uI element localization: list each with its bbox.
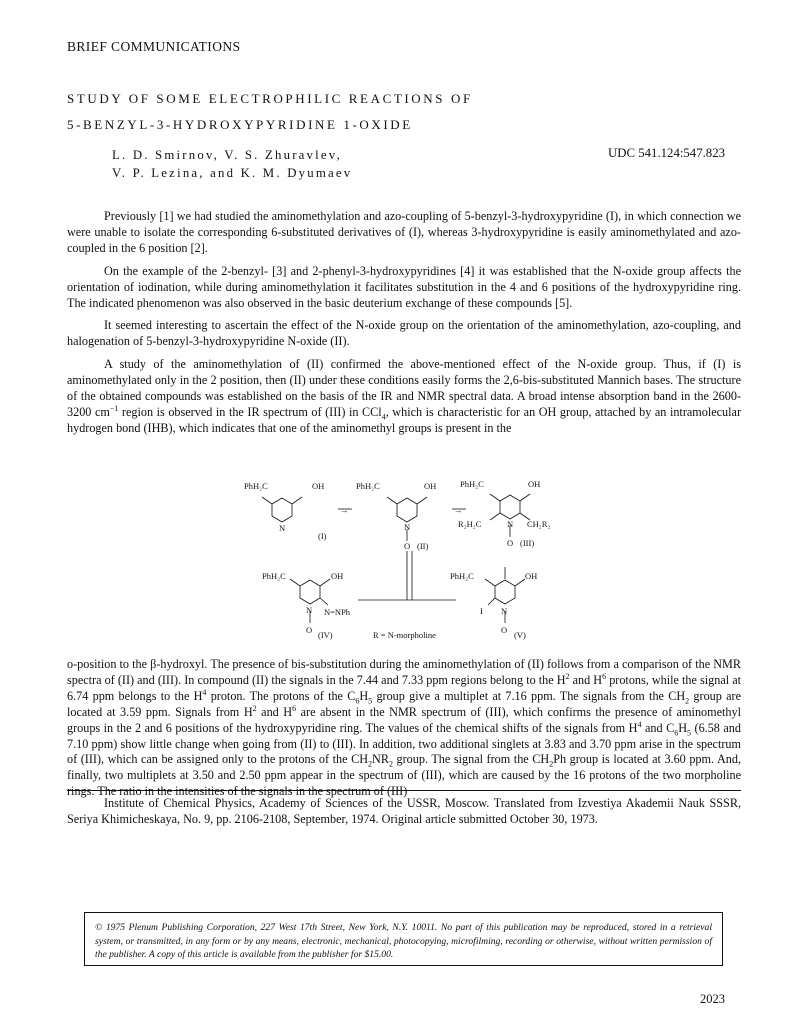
footnote-rule [67, 790, 741, 791]
scheme-IV-nnph: N=NPh [324, 607, 351, 617]
authors-line-1: L. D. Smirnov, V. S. Zhuravlev, [112, 148, 342, 162]
scheme-III-n: N [507, 519, 514, 529]
scheme-III-oh: OH [528, 479, 541, 489]
paragraph-2: On the example of the 2-benzyl- [3] and 2-phenyl-3-hydroxypyridines [4] it was established that the N-oxide group affects the orientation of iodination, while during aminomethylation it facilitates substitution in the 4 and 6 positions of the hydroxypyridine ring. The indicated phenomenon was also observed in the basic deuterium exchange of these compounds [5]. [67, 263, 741, 310]
paragraph-5: o-position to the β-hydroxyl. The presence of bis-substitution during the aminomethylation of (II) follows from a comparison of the NMR spectra of (II) and (III). In compound (II) the signals in the 7.44 and 7.33 ppm regions belong to the $H^2$ and $H^6$ protons, while the signal at 6.74 ppm belongs to the $H^4$ proton. The protons of the $C_6H_5$ group give a multiplet at 7.16 ppm. The signals from the $CH_2$ group are located at 3.59 ppm. Signals from $H^2$ and $H^6$ are absent in the NMR spectrum of (III), which confirms the presence of aminomethyl groups in the 2 and 6 positions of the hydroxypyridine ring. The values of the chemical shifts of the signals from $H^4$ and $C_6H_5$ (6.58 and 7.10 ppm) show little change when going from (II) to (III). In addition, two additional singlets at 3.83 and 3.70 ppm arise in the spectrum of (III), which can be assigned only to the protons of the $CH_2NR_2$ group. The signal from the $CH_2Ph$ group is located at 3.60 ppm. And, finally, two multiplets at 3.50 and 2.50 ppm appear in the spectrum of (III), which are caused by the 16 protons of the two morpholine rings. The ratio in the intensities of the signals in the spectrum of (III) [67, 657, 742, 799]
scheme-V-o: O [501, 625, 508, 635]
copyright-notice [84, 912, 723, 966]
scheme-arrow-2: → [454, 505, 463, 515]
scheme-II-oh: OH [424, 481, 437, 491]
authors-line-2: V. P. Lezina, and K. M. Dyumaev [112, 166, 353, 180]
scheme-III-r2h2c: R₂H₂C [458, 519, 482, 529]
udc-code: UDC 541.124:547.823 [608, 146, 725, 160]
scheme-IV-n: N [306, 605, 313, 615]
scheme-I-phh2c: PhH₂C [244, 481, 268, 491]
section-heading: BRIEF COMMUNICATIONS [67, 39, 241, 54]
paragraph-4: A study of the aminomethylation of (II) confirmed the above-mentioned effect of the N-oxide group. Thus, if (I) is aminomethylated only in the 2 position, then (II) under these conditions easily forms the 2,6-bis-substituted Mannich bases. The structure of the obtained compounds was established on the basis of the IR and NMR spectral data. A broad intense absorption band in the 2600-3200 $cm^{-1}$ region is observed in the IR spectrum of (III) in CCl$_4$, which is characteristic for an OH group, attached by an intramolecular hydrogen bond (IHB), which indicates that one of the aminomethyl groups is present in the [67, 357, 742, 435]
article-title-line-2: 5-BENZYL-3-HYDROXYPYRIDINE 1-OXIDE [67, 117, 413, 132]
paragraph-1: Previously [1] we had studied the aminomethylation and azo-coupling of 5-benzyl-3-hydroxypyridine (I), in which connection we were unable to isolate the corresponding 6-substituted derivatives of (I), whereas 3-hydroxypyridine is easily aminomethylated and azo-coupled in the 6 position [2]. [67, 209, 741, 255]
scheme-II-o: O [404, 541, 411, 551]
scheme-III-phh2c: PhH₂C [460, 479, 484, 489]
scheme-label-V: (V) [514, 630, 526, 640]
scheme-V-phh2c: PhH₂C [450, 571, 474, 581]
scheme-I-oh: OH [312, 481, 325, 491]
article-title-line-1: STUDY OF SOME ELECTROPHILIC REACTIONS OF [67, 91, 473, 106]
reaction-scheme [200, 475, 610, 645]
scheme-label-III: (III) [520, 538, 535, 548]
scheme-II-n: N [404, 522, 411, 532]
scheme-r-definition: R = N-morpholine [373, 630, 436, 640]
copyright-text: © 1975 Plenum Publishing Corporation, 227 West 17th Street, New York, N.Y. 10011. No part of this publication may be reproduced, stored in a retrieval system, or transmitted, in any form or by any means, electronic, mechanical, photocopying, microfilming, recording or otherwise, without written permission of the publisher. A copy of this article is available from the publisher for $15.00. [95, 922, 712, 960]
scheme-arrow-1: → [340, 505, 349, 515]
paragraph-3: It seemed interesting to ascertain the effect of the N-oxide group on the orientation of the aminomethylation, azo-coupling, and halogenation of 5-benzyl-3-hydroxypyridine N-oxide (II). [67, 318, 741, 349]
article-body-bottom [67, 657, 741, 800]
scheme-label-I: (I) [318, 531, 327, 541]
scheme-IV-phh2c: PhH₂C [262, 571, 286, 581]
scheme-V-oh: OH [525, 571, 538, 581]
scheme-III-o: O [507, 538, 514, 548]
scheme-V-i: I [480, 606, 483, 616]
article-body-top [67, 209, 741, 437]
footnote-text: Institute of Chemical Physics, Academy of Sciences of the USSR, Moscow. Translated from Izvestiya Akademii Nauk SSSR, Seriya Khimicheskaya, No. 9, pp. 2106-2108, September, 1974. Original article submitted October 30, 1973. [67, 796, 741, 826]
page-number: 2023 [700, 992, 725, 1006]
scheme-III-ch2r2: CH₂R₂ [527, 519, 551, 529]
scheme-I-n: N [279, 523, 286, 533]
scheme-IV-o: O [306, 625, 313, 635]
scheme-II-phh2c: PhH₂C [356, 481, 380, 491]
authors [112, 146, 352, 182]
scheme-label-II: (II) [417, 541, 429, 551]
scheme-V-n: N [501, 606, 508, 616]
footnote [67, 796, 741, 828]
scheme-IV-oh: OH [331, 571, 344, 581]
scheme-label-IV: (IV) [318, 630, 333, 640]
